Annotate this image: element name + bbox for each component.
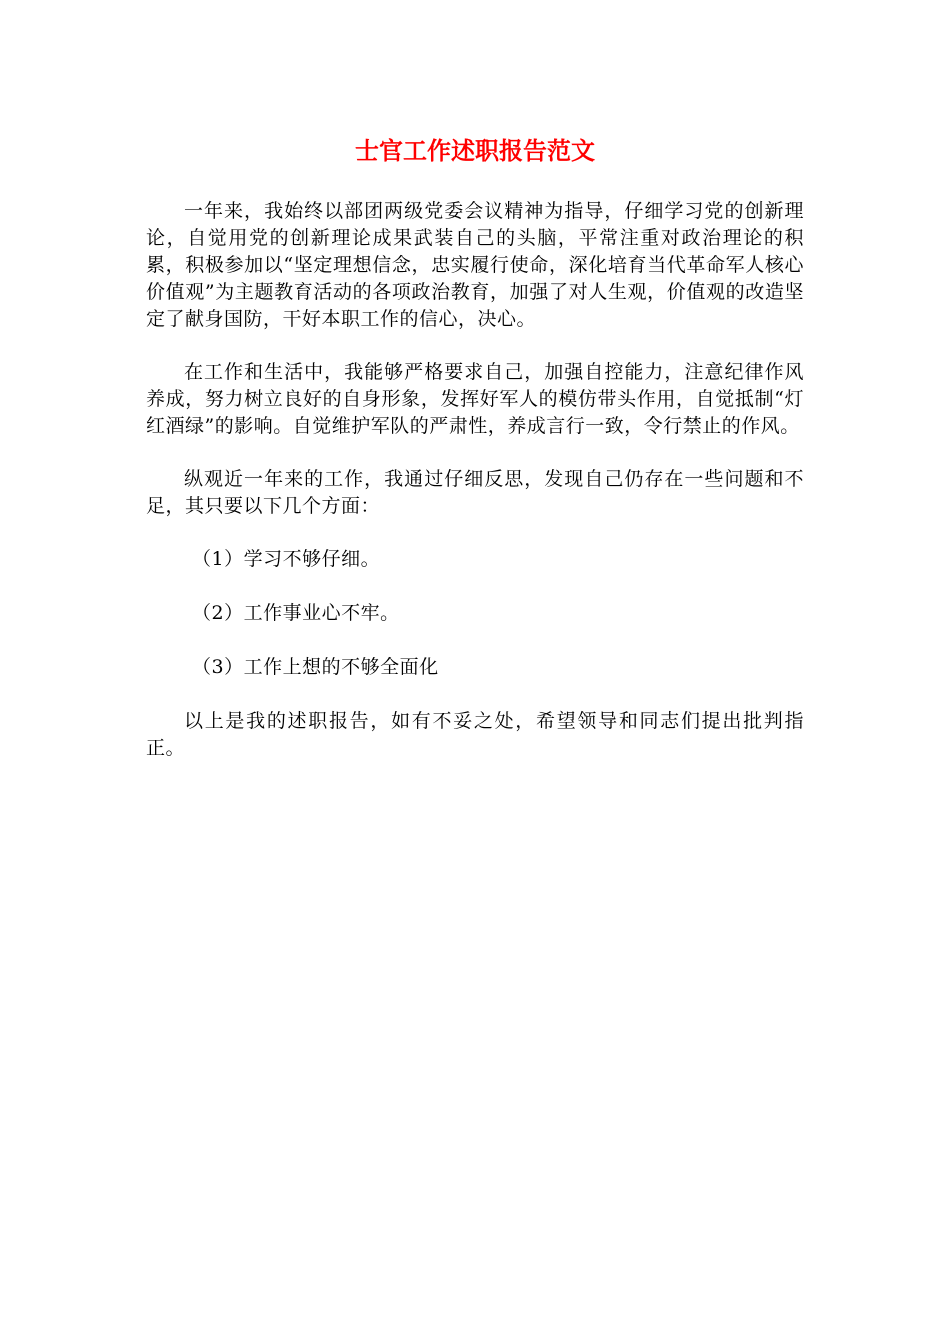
document-body: [146, 198, 804, 788]
closing-paragraph: 以上是我的述职报告，如有不妥之处，希望领导和同志们提出批判指正。: [146, 710, 804, 759]
list-item-2: （2）工作事业心不牢。: [192, 602, 400, 624]
paragraph-1: 一年来，我始终以部团两级党委会议精神为指导，仔细学习党的创新理论，自觉用党的创新理论成果武装自己的头脑，平常注重对政治理论的积累，积极参加以“坚定理想信念，忠实履行使命，深化培育当代革命军人核心价值观”为主题教育活动的各项政治教育，加强了对人生观，价值观的改造坚定了献身国防，干好本职工作的信心，决心。: [146, 200, 804, 330]
paragraph-3: 纵观近一年来的工作，我通过仔细反思，发现自己仍存在一些问题和不足，其只要以下几个方面：: [146, 468, 804, 517]
list-item-3: （3）工作上想的不够全面化: [192, 656, 439, 678]
document-title: 士官工作述职报告范文: [355, 137, 595, 165]
paragraph-2: 在工作和生活中，我能够严格要求自己，加强自控能力，注意纪律作风养成，努力树立良好的自身形象，发挥好军人的模仿带头作用，自觉抵制“灯红酒绿”的影响。自觉维护军队的严肃性，养成言行一致，令行禁止的作风。: [146, 361, 804, 437]
list-item-1: （1）学习不够仔细。: [192, 548, 381, 570]
